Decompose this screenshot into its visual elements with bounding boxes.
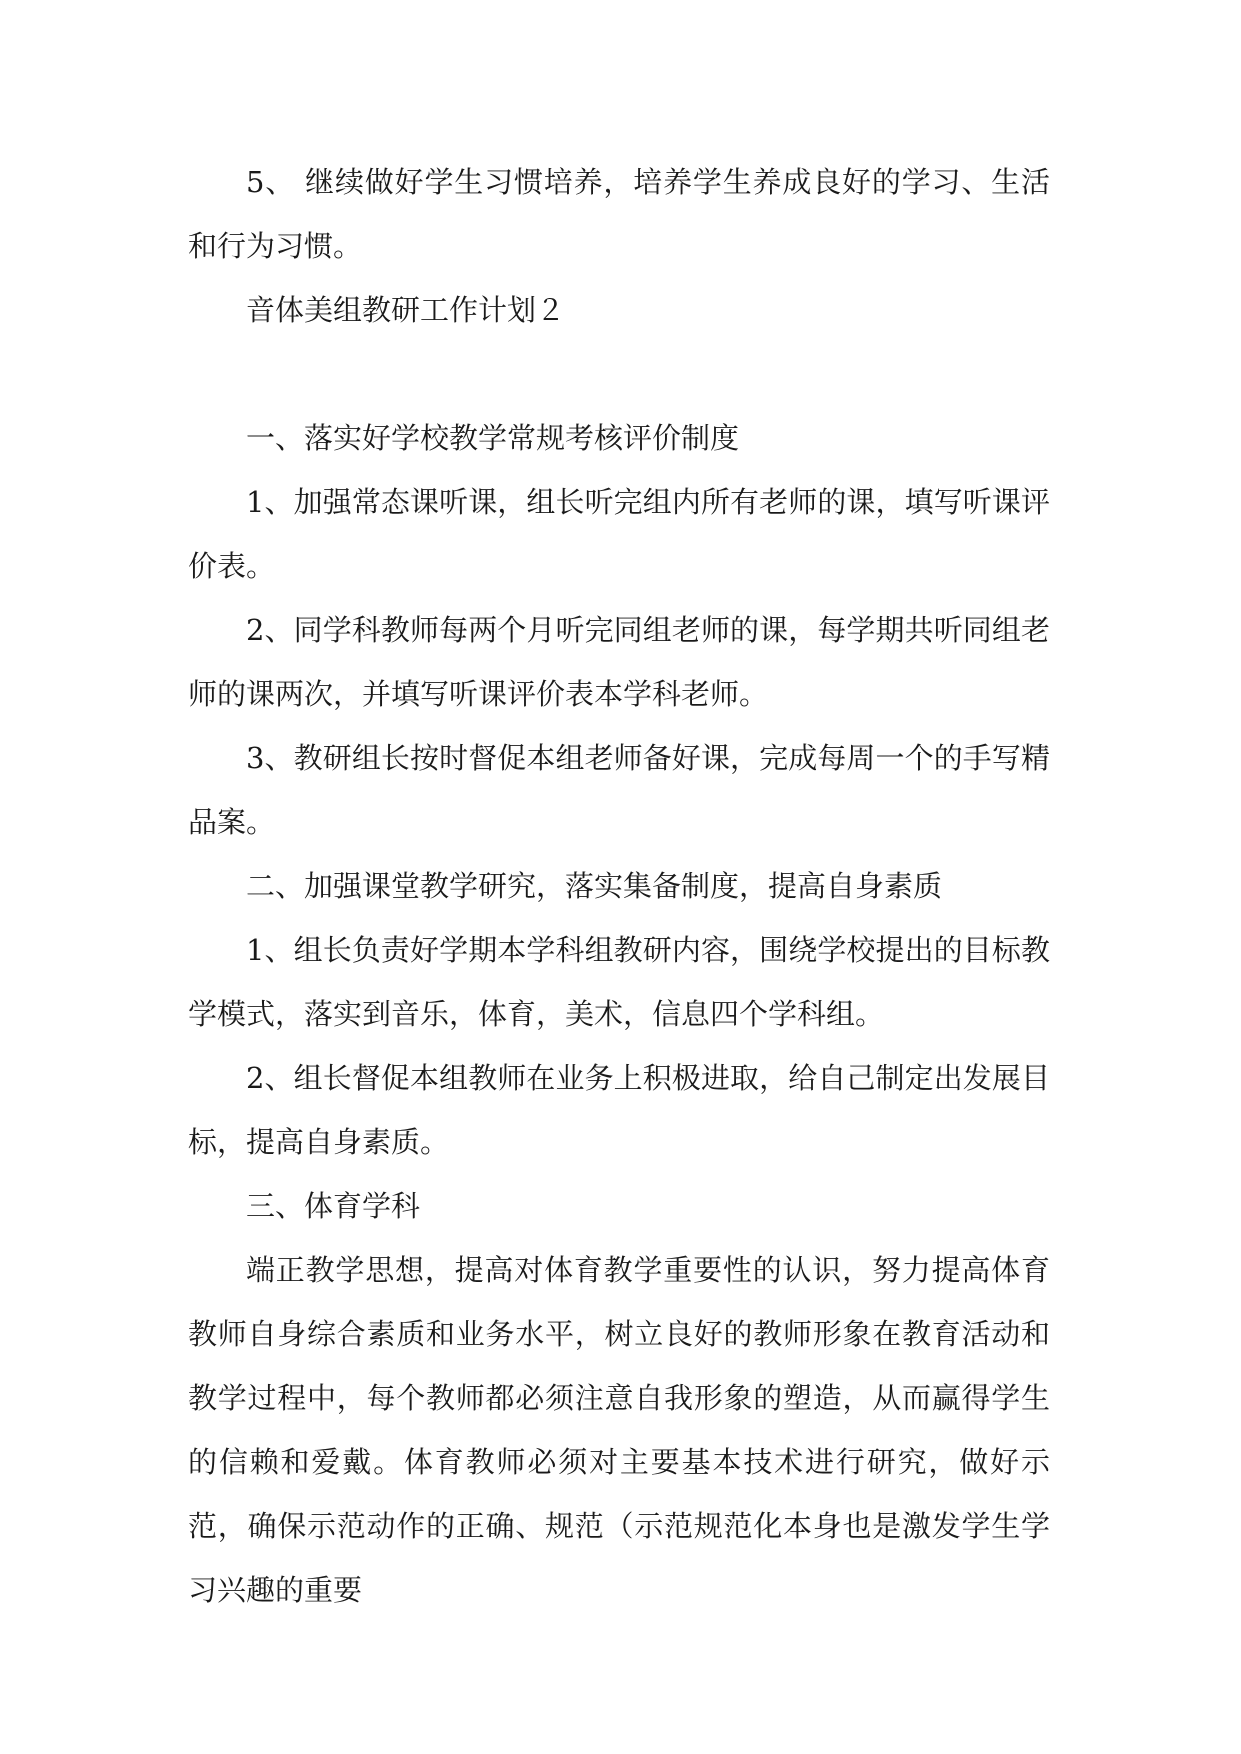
section-title-plan-2: 音体美组教研工作计划２: [246, 293, 566, 327]
paragraph-habits: 5、 继续做好学生习惯培养，培养学生养成良好的学习、生活和行为习惯。: [188, 165, 1050, 263]
heading-section-3: 三、体育学科: [246, 1189, 421, 1223]
document-page: [188, 150, 1050, 1622]
paragraph-pe: 端正教学思想，提高对体育教学重要性的认识，努力提高体育教师自身综合素质和业务水平，树立良好的教师形象在教育活动和教学过程中，每个教师都必须注意自我形象的塑造，从而赢得学生的信赖和爱戴。体育教师必须对主要基本技术进行研究，做好示范，确保示范动作的正确、规范（示范规范化本身也是激发学生学习兴趣的重要: [188, 1253, 1050, 1607]
paragraph-1-3: 3、教研组长按时督促本组老师备好课，完成每周一个的手写精品案。: [188, 741, 1050, 839]
paragraph-1-1: 1、加强常态课听课，组长听完组内所有老师的课，填写听课评价表。: [188, 485, 1050, 583]
paragraph-2-2: 2、组长督促本组教师在业务上积极进取，给自己制定出发展目标，提高自身素质。: [188, 1061, 1050, 1159]
paragraph-1-2: 2、同学科教师每两个月听完同组老师的课，每学期共听同组老师的课两次，并填写听课评价表本学科老师。: [188, 613, 1050, 711]
paragraph-2-1: 1、组长负责好学期本学科组教研内容，围绕学校提出的目标教学模式，落实到音乐，体育，美术，信息四个学科组。: [188, 933, 1050, 1031]
heading-section-1: 一、落实好学校教学常规考核评价制度: [246, 421, 740, 455]
heading-section-2: 二、加强课堂教学研究，落实集备制度，提高自身素质: [246, 869, 943, 903]
blank-line: [188, 342, 1050, 406]
